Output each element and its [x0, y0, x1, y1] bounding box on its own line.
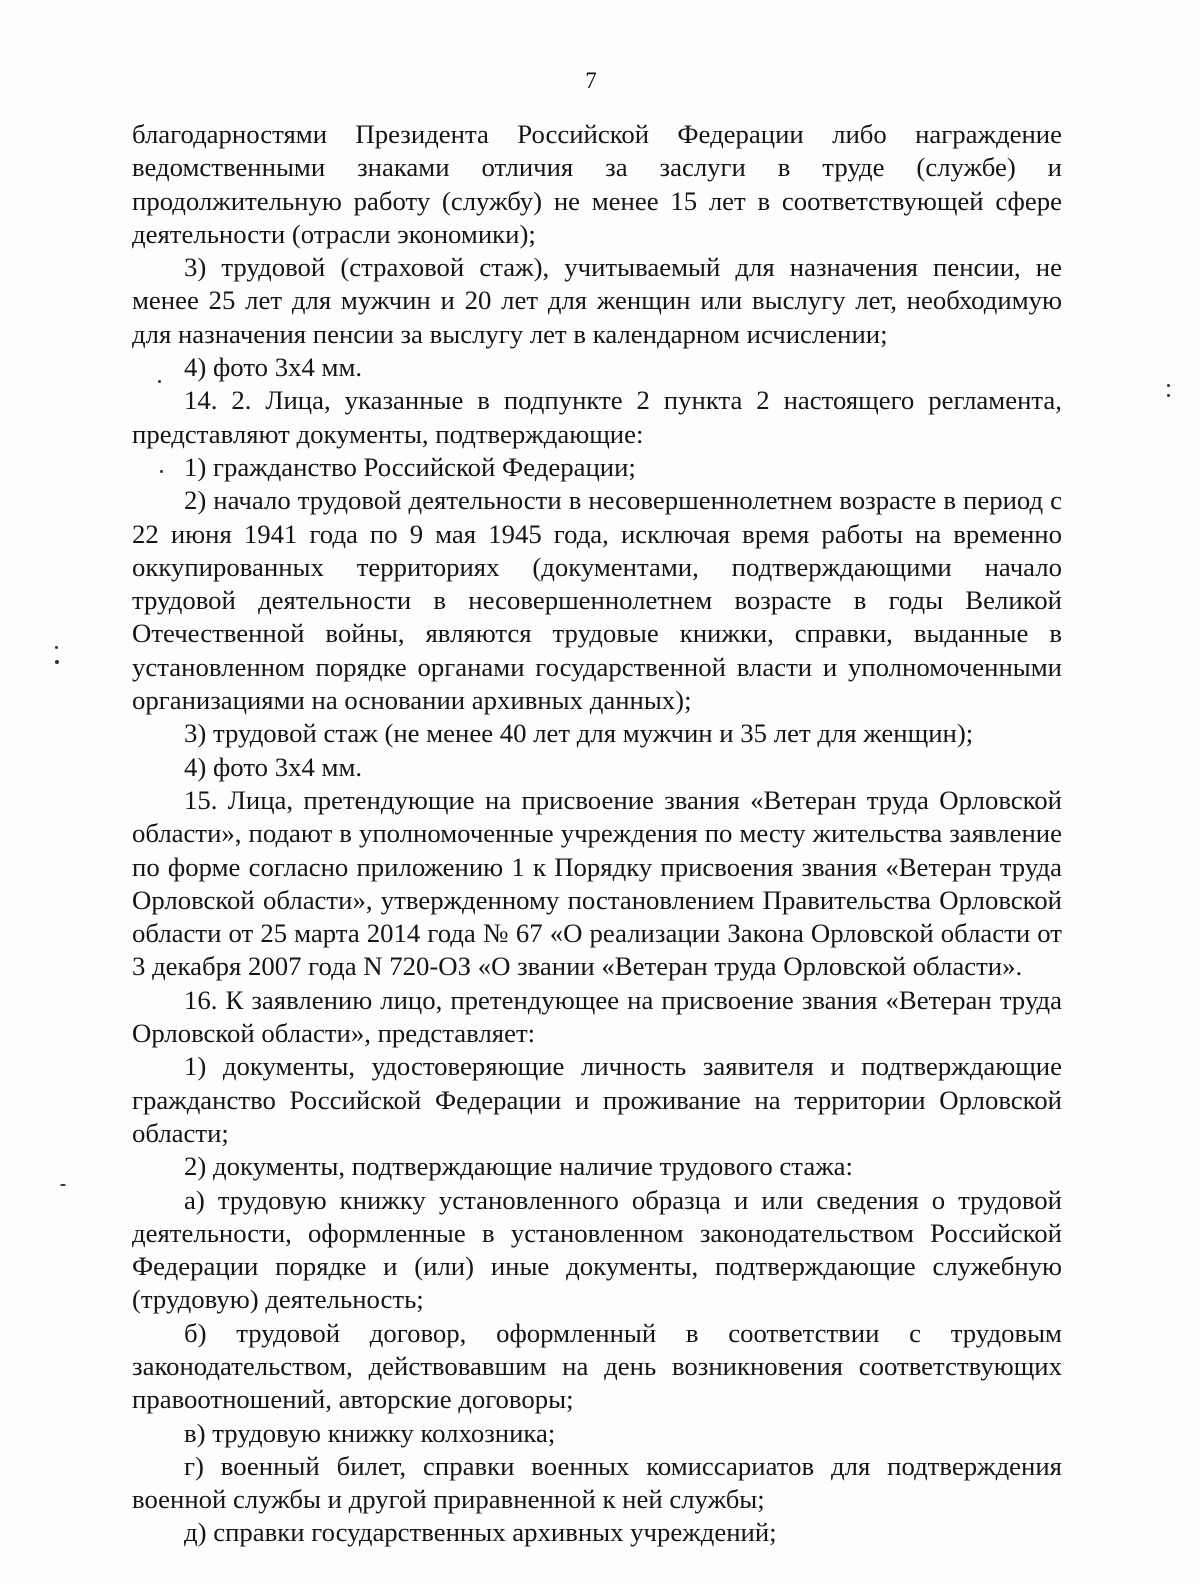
- scan-speck: [160, 470, 163, 473]
- document-body: [132, 118, 1062, 1550]
- paragraph: 2) начало трудовой деятельности в несовершеннолетнем возрасте в период с 22 июня 1941 года по 9 мая 1945 года, исключая время работы на временно оккупированных территориях (документами, подтверждающими начало трудовой деятельности в несовершеннолетнем возрасте в годы Великой Отечественной войны, являются трудовые книжки, справки, выданные в установленном порядке органами государственной власти и уполномоченными организациями на основании архивных данных);: [132, 485, 1062, 716]
- paragraph: 1) документы, удостоверяющие личность заявителя и подтверждающие гражданство Российской Федерации и проживание на территории Орловской области;: [132, 1051, 1062, 1148]
- paragraph: д) справки государственных архивных учреждений;: [184, 1517, 777, 1548]
- paragraph: 16. К заявлению лицо, претендующее на присвоение звания «Ветеран труда Орловской области», представляет:: [132, 984, 1062, 1049]
- paragraph: г) военный билет, справки военных комиссариатов для подтверждения военной службы и другой приравненной к ней службы;: [132, 1450, 1062, 1515]
- paragraph: 4) фото 3х4 мм.: [184, 751, 363, 782]
- scan-speck: [60, 1184, 66, 1186]
- page-number: 7: [585, 68, 597, 93]
- scan-speck: [1167, 384, 1170, 387]
- paragraph: в) трудовую книжку колхозника;: [184, 1417, 556, 1448]
- paragraph: 4) фото 3х4 мм.: [184, 352, 363, 383]
- scan-speck: [55, 646, 58, 649]
- scan-speck: [158, 380, 161, 383]
- paragraph: б) трудовой договор, оформленный в соответствии с трудовым законодательством, действовавшим на день возникновения соответствующих правоотношений, авторские договоры;: [132, 1317, 1062, 1415]
- paragraph: 3) трудовой (страховой стаж), учитываемый для назначения пенсии, не менее 25 лет для мужчин и 20 лет для женщин или выслугу лет, необходимую для назначения пенсии за выслугу лет в календарном исчислении;: [132, 252, 1062, 349]
- paragraph: 15. Лица, претендующие на присвоение звания «Ветеран труда Орловской области», подают в уполномоченные учреждения по месту жительства заявление по форме согласно приложению 1 к Порядку присвоения звания «Ветеран труда Орловской области», утвержденному постановлением Правительства Орловской области от 25 марта 2014 года № 67 «О реализации Закона Орловской области от 3 декабря 2007 года N 720-ОЗ «О звании «Ветеран труда Орловской области».: [132, 784, 1062, 982]
- scan-speck: [55, 660, 59, 664]
- paragraph: 3) трудовой стаж (не менее 40 лет для мужчин и 35 лет для женщин);: [184, 718, 974, 749]
- paragraph: 2) документы, подтверждающие наличие трудового стажа:: [184, 1151, 853, 1182]
- scan-speck: [1167, 394, 1170, 397]
- paragraph: 14. 2. Лица, указанные в подпункте 2 пункта 2 настоящего регламента, представляют документы, подтверждающие:: [132, 385, 1062, 449]
- paragraph: благодарностями Президента Российской Федерации либо награждение ведомственными знаками отличия за заслуги в труде (службе) и продолжительную работу (службу) не менее 15 лет в соответствующей сфере деятельности (отрасли экономики);: [132, 119, 1062, 249]
- paragraph: а) трудовую книжку установленного образца и или сведения о трудовой деятельности, оформленные в установленном законодательством Российской Федерации порядке и (или) иные документы, подтверждающие служебную (трудовую) деятельность;: [132, 1184, 1062, 1315]
- paragraph: 1) гражданство Российской Федерации;: [184, 451, 636, 482]
